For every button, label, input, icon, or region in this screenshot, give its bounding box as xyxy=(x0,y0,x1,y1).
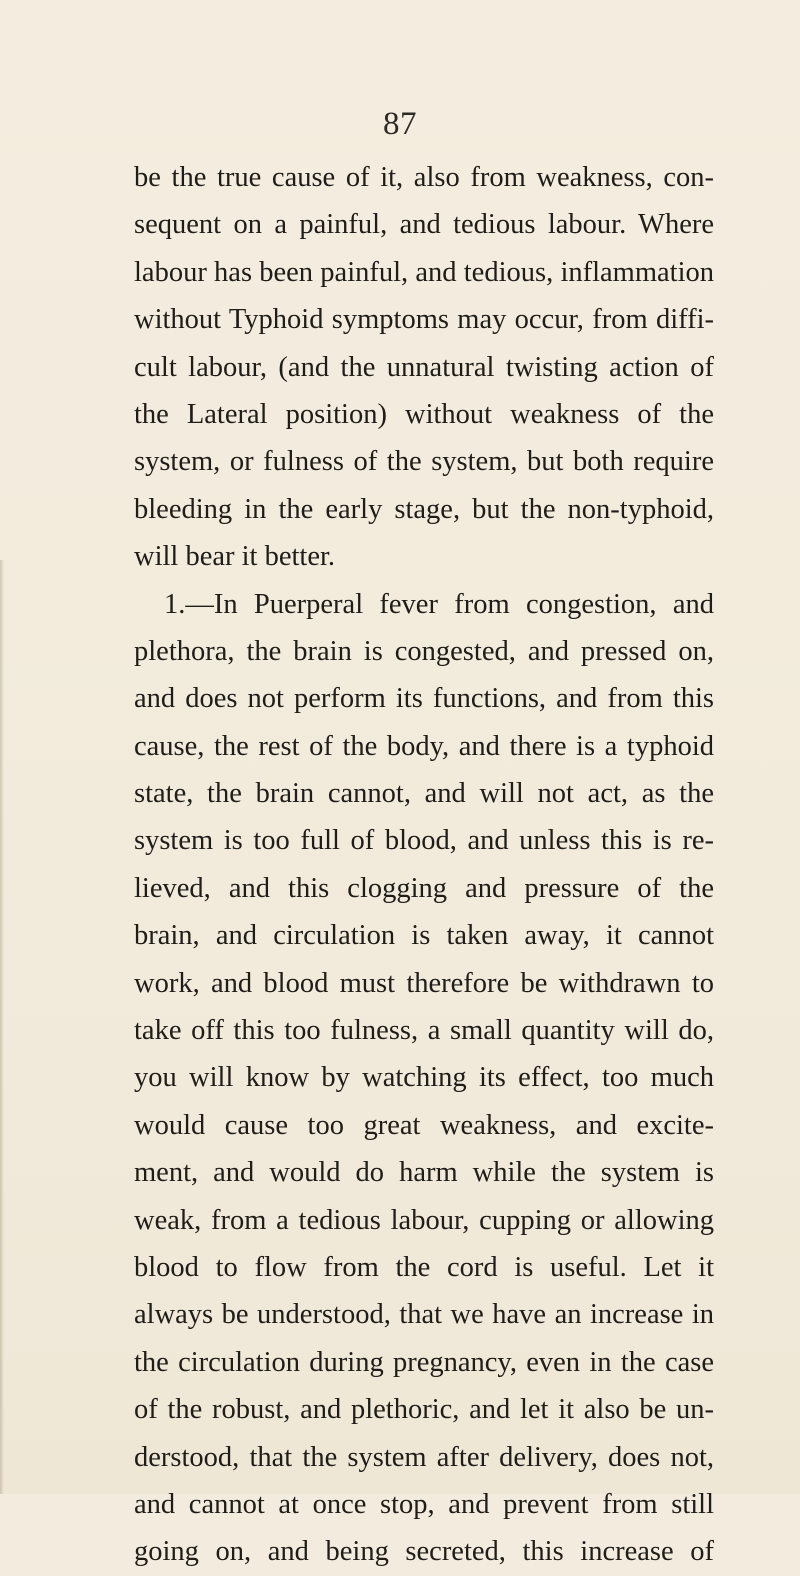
text-line: lieved, and this clogging and pressure of the xyxy=(134,872,714,904)
text-line: system is too full of blood, and unless this is re- xyxy=(134,825,714,857)
text-line: bleeding in the early stage, but the non-typhoid, xyxy=(134,493,714,525)
text-line: derstood, that the system after delivery, does not, xyxy=(134,1441,714,1473)
text-line: the Lateral position) without weakness of the xyxy=(134,398,714,430)
text-line: you will know by watching its effect, too much xyxy=(134,1062,714,1094)
text-line: take off this too fulness, a small quantity will do, xyxy=(134,1015,714,1047)
text-line: going on, and being secreted, this increase of xyxy=(134,1536,714,1568)
text-line: labour has been painful, and tedious, inflammation xyxy=(134,256,714,288)
text-line: be the true cause of it, also from weakness, con- xyxy=(134,162,714,193)
text-line: weak, from a tedious labour, cupping or allowing xyxy=(134,1204,714,1236)
text-line: ment, and would do harm while the system is xyxy=(134,1157,714,1189)
page-number: 87 xyxy=(383,106,417,142)
text-line: sequent on a painful, and tedious labour. Where xyxy=(134,209,714,241)
text-line: and cannot at once stop, and prevent from still xyxy=(134,1488,714,1520)
text-line: of the robust, and plethoric, and let it also be un- xyxy=(134,1394,714,1426)
text-line: brain, and circulation is taken away, it cannot xyxy=(134,920,714,952)
text-line: would cause too great weakness, and excite- xyxy=(134,1109,714,1141)
text-line: 1.—In Puerperal fever from congestion, and xyxy=(164,588,714,620)
text-line: without Typhoid symptoms may occur, from diffi- xyxy=(134,304,714,336)
text-line: will bear it better. xyxy=(134,541,336,573)
text-line: cult labour, (and the unnatural twisting action of xyxy=(134,351,714,383)
text-line: state, the brain cannot, and will not act, as the xyxy=(134,778,714,810)
text-line: always be understood, that we have an increase in xyxy=(134,1299,714,1331)
text-line: and does not perform its functions, and from this xyxy=(134,683,714,715)
text-line: plethora, the brain is congested, and pressed on, xyxy=(134,635,714,667)
text-line: cause, the rest of the body, and there is a typhoid xyxy=(134,730,714,762)
page-edge-shadow xyxy=(0,560,4,1494)
text-line: blood to flow from the cord is useful. Let it xyxy=(134,1251,714,1283)
text-line: work, and blood must therefore be withdrawn to xyxy=(134,967,714,999)
text-line: the circulation during pregnancy, even in the case xyxy=(134,1346,714,1378)
text-line: system, or fulness of the system, but both require xyxy=(134,446,714,478)
body-text xyxy=(134,154,714,1576)
